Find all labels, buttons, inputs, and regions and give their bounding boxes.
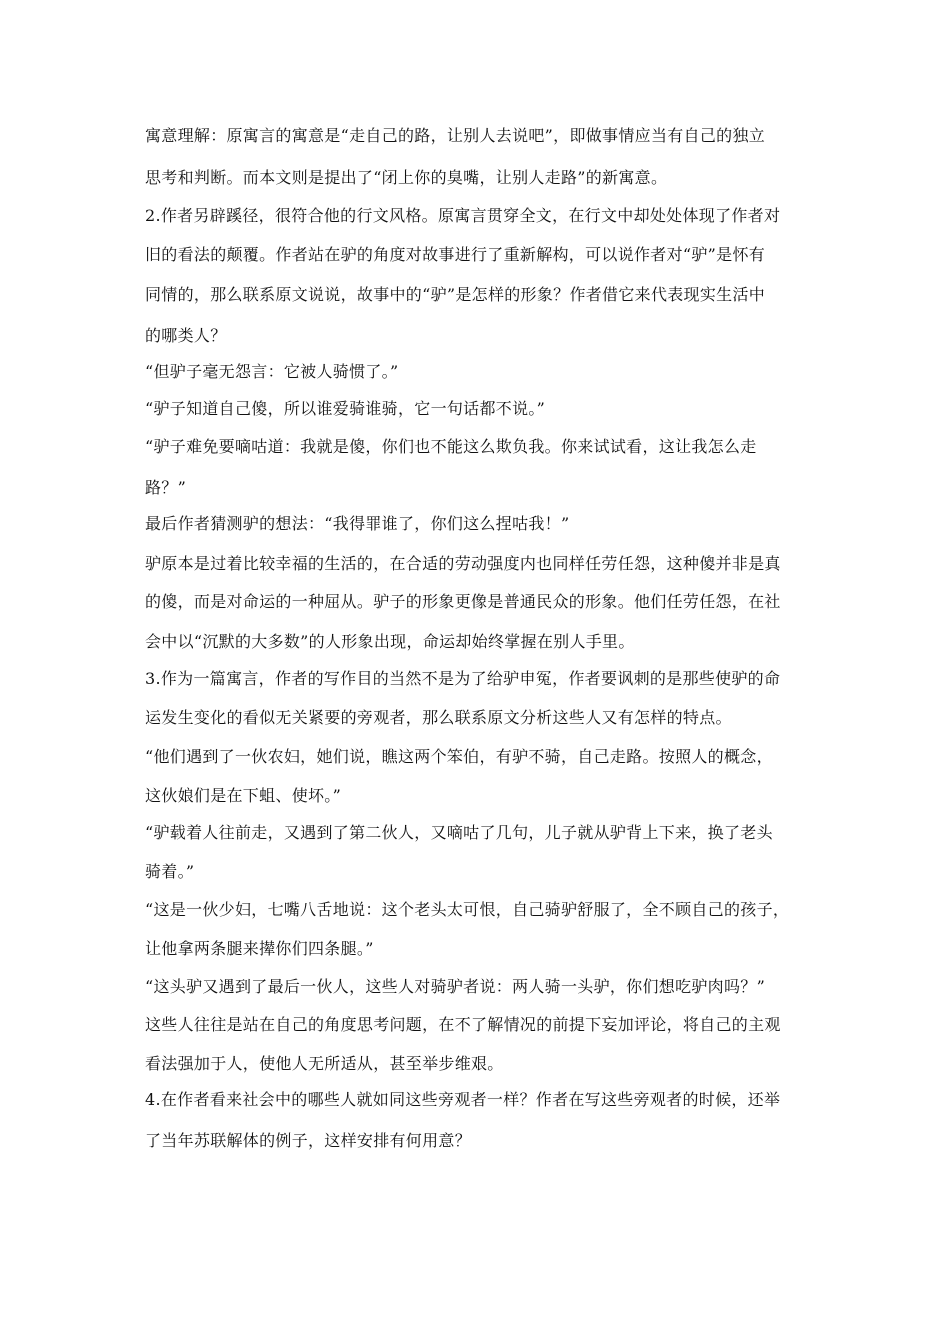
quote-line: “但驴子毫无怨言：它被人骑惯了。”	[145, 362, 399, 381]
text-line: 的哪类人？	[145, 326, 227, 345]
text-line: 最后作者猜测驴的想法：“我得罪谁了，你们这么捏咕我！”	[145, 514, 570, 533]
question-2-line: 2.作者另辟蹊径，很符合他的行文风格。原寓言贯穿全文，在行文中却处处体现了作者对	[145, 206, 781, 225]
text-line: 会中以“沉默的大多数”的人形象出现，命运却始终掌握在别人手里。	[145, 632, 635, 651]
text-line: 旧的看法的颠覆。作者站在驴的角度对故事进行了重新解构，可以说作者对“驴”是怀有	[145, 245, 766, 264]
quote-line: “驴载着人往前走，又遇到了第二伙人，又嘀咕了几句，儿子就从驴背上下来，换了老头	[145, 823, 773, 842]
quote-line: 这伙娘们是在下蛆、使坏。”	[145, 786, 342, 805]
question-4-line: 4.在作者看来社会中的哪些人就如同这些旁观者一样？作者在写这些旁观者的时候，还举	[145, 1090, 781, 1109]
text-line: 同情的，那么联系原文说说，故事中的“驴”是怎样的形象？作者借它来代表现实生活中	[145, 285, 766, 304]
question-3-line: 3.作为一篇寓言，作者的写作目的当然不是为了给驴申冤，作者要讽刺的是那些使驴的命	[145, 669, 781, 688]
text-line: 看法强加于人，使他人无所适从，甚至举步维艰。	[145, 1054, 504, 1073]
quote-line: “这头驴又遇到了最后一伙人，这些人对骑驴者说：两人骑一头驴，你们想吃驴肉吗？”	[145, 977, 766, 996]
text-line: 寓意理解：原寓言的寓意是“走自己的路，让别人去说吧”，即做事情应当有自己的独立	[145, 126, 766, 145]
quote-line: 路？”	[145, 478, 187, 497]
quote-line: “驴子难免要嘀咕道：我就是傻，你们也不能这么欺负我。你来试试看，这让我怎么走	[145, 437, 757, 456]
quote-line: “他们遇到了一伙农妇，她们说，瞧这两个笨伯，有驴不骑，自己走路。按照人的概念，	[145, 747, 773, 766]
text-line: 的傻，而是对命运的一种屈从。驴子的形象更像是普通民众的形象。他们任劳任怨，在社	[145, 592, 781, 611]
text-line: 这些人往往是站在自己的角度思考问题，在不了解情况的前提下妄加评论，将自己的主观	[145, 1015, 781, 1034]
text-line: 驴原本是过着比较幸福的生活的，在合适的劳动强度内也同样任劳任怨，这种傻并非是真	[145, 554, 781, 573]
quote-line: 骑着。”	[145, 862, 195, 881]
quote-line: “驴子知道自己傻，所以谁爱骑谁骑，它一句话都不说。”	[145, 399, 546, 418]
quote-line: “这是一伙少妇，七嘴八舌地说：这个老头太可恨，自己骑驴舒服了，全不顾自己的孩子，	[145, 900, 790, 919]
text-line: 了当年苏联解体的例子，这样安排有何用意？	[145, 1131, 472, 1150]
quote-line: 让他拿两条腿来撵你们四条腿。”	[145, 939, 374, 958]
text-line: 运发生变化的看似无关紧要的旁观者，那么联系原文分析这些人又有怎样的特点。	[145, 708, 732, 727]
text-line: 思考和判断。而本文则是提出了“闭上你的臭嘴，让别人走路”的新寓意。	[145, 168, 668, 187]
